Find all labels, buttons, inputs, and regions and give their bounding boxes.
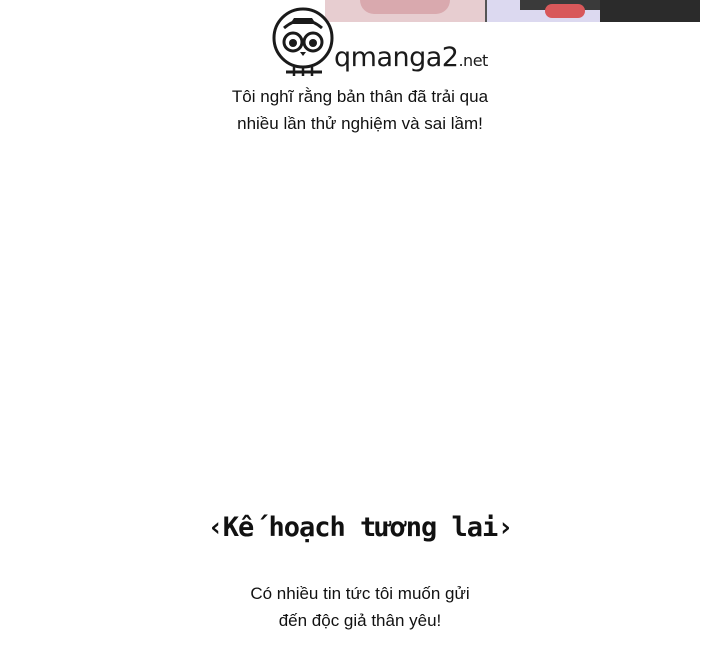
watermark-tld: .net	[458, 51, 488, 70]
caption-bottom	[0, 580, 720, 634]
caption-bottom-line-1: Có nhiều tin tức tôi muốn gửi	[250, 584, 470, 603]
caption-top-line-2: nhiều lần thử nghiệm và sai lầm!	[237, 114, 483, 133]
watermark-text	[334, 44, 488, 71]
panel-art-dark-hair	[600, 0, 700, 22]
owl-mascot-icon	[272, 6, 336, 80]
caption-top-line-1: Tôi nghĩ rằng bản thân đã trải qua	[231, 87, 489, 106]
watermark-brand: qmanga2	[334, 42, 459, 73]
caption-bottom-line-2: đến độc giả thân yêu!	[278, 611, 442, 630]
panel-art-red-shape	[545, 4, 585, 18]
section-heading: ‹Kế hoạch tương lai›	[207, 512, 513, 543]
site-watermark-logo[interactable]	[272, 6, 542, 80]
caption-top	[0, 83, 720, 137]
